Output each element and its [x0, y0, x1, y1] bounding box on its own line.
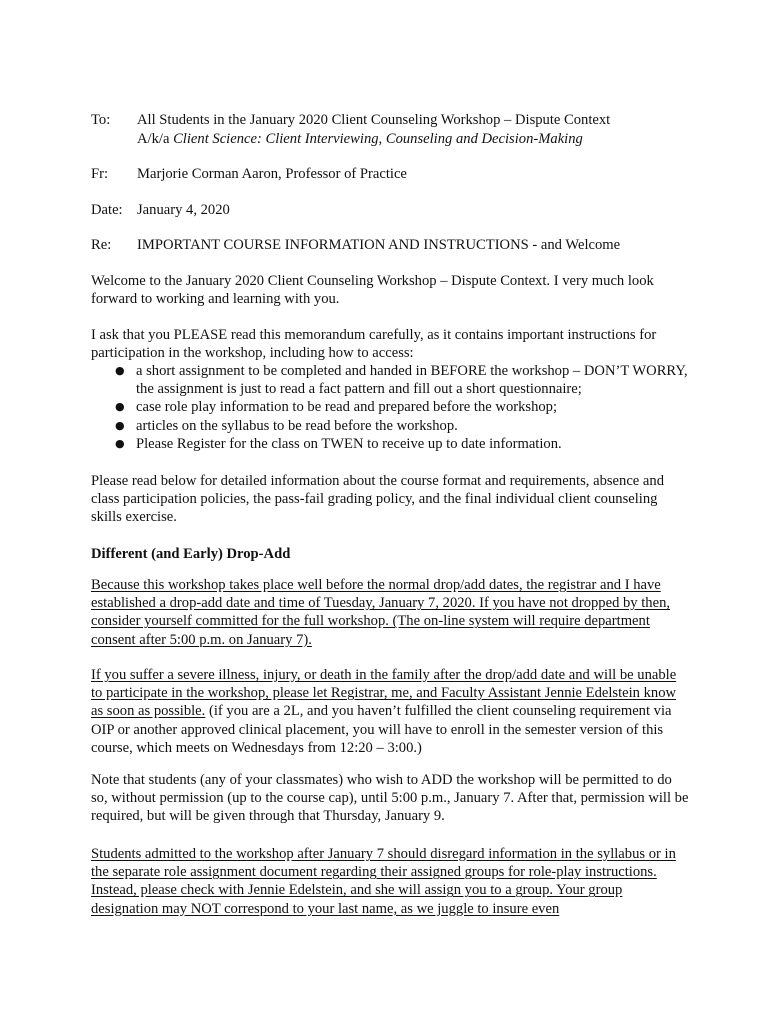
aka-line — [137, 130, 583, 148]
illness-note: (if you are a 2L, and you haven’t fulfilled the client counseling requirement via OIP or another approved clinical placement, you will have to enroll in the semester version of this course, which meets on Wednesdays from 12:20 – 3:00.) — [91, 703, 672, 756]
late-admission-paragraph: Students admitted to the workshop after January 7 should disregard information in the syllabus or in the separate role assignment document regarding their assigned groups for role-play instructions. Instead, please check with Jennie Edelstein, and she will assign you to a group. Your group designation may NOT correspond to your last name, as we juggle to insure even — [91, 846, 676, 917]
list-item: ● articles on the syllabus to be read before the workshop. — [115, 417, 458, 434]
bullet-icon: ● — [115, 400, 125, 414]
from-label: Fr: — [91, 166, 109, 182]
add-policy-paragraph: Note that students (any of your classmates) who wish to ADD the workshop will be permitted to do so, without permission (up to the course cap), until 5:00 p.m., January 7. After that, permission will be required, but will be given through that Thursday, January 9. — [91, 772, 689, 825]
bullet-icon: ● — [115, 364, 125, 377]
bullet-icon: ● — [115, 436, 125, 450]
re-value: IMPORTANT COURSE INFORMATION AND INSTRUCTIONS - and Welcome — [137, 237, 621, 253]
details-paragraph: Please read below for detailed information about the course format and requirements, absence and class participation policies, the pass-fail grading policy, and the final individual client counseling skills exercise. — [91, 473, 664, 526]
list-item: ● Please Register for the class on TWEN to receive up to date information. — [115, 435, 562, 452]
date-label: Date: — [91, 202, 123, 218]
list-item: ● case role play information to be read and prepared before the workshop; — [115, 399, 558, 416]
date-value: January 4, 2020 — [137, 202, 230, 218]
list-item: ● a short assignment to be completed and handed in BEFORE the workshop – DON’T WORRY, the assignment is just to read a fact pattern and fill out a short questionnaire; — [115, 363, 688, 398]
illness-notice: If you suffer a severe illness, injury, or death in the family after the drop/add date and will be unable to participate in the workshop, please let Registrar, me, and Faculty Assistant Jennie Edelstein know as soon as possible. — [91, 667, 677, 720]
course-title: Client Science: Client Interviewing, Counseling and Decision-Making — [173, 131, 583, 147]
bullet-icon: ● — [115, 418, 125, 432]
aka-prefix: A/k/a — [137, 131, 174, 147]
to-label: To: — [91, 112, 111, 128]
drop-add-paragraph: Because this workshop takes place well before the normal drop/add dates, the registrar and I have established a drop-add date and time of Tuesday, January 7, 2020. If you have not dropped by then, consider yourself committed for the full workshop. (The on-line system will require department consent after 5:00 p.m. on January 7). — [91, 577, 671, 648]
to-value: All Students in the January 2020 Client Counseling Workshop – Dispute Context — [137, 112, 611, 128]
welcome-paragraph: Welcome to the January 2020 Client Counseling Workshop – Dispute Context. I very much look forward to working and learning with you. — [91, 273, 654, 308]
access-list — [91, 362, 691, 453]
re-label: Re: — [91, 237, 112, 253]
section-heading-drop-add: Different (and Early) Drop-Add — [91, 546, 291, 562]
from-value: Marjorie Corman Aaron, Professor of Practice — [137, 166, 407, 182]
illness-paragraph — [91, 666, 691, 757]
instructions-paragraph: I ask that you PLEASE read this memorandum carefully, as it contains important instructions for participation in the workshop, including how to access: — [91, 327, 657, 362]
